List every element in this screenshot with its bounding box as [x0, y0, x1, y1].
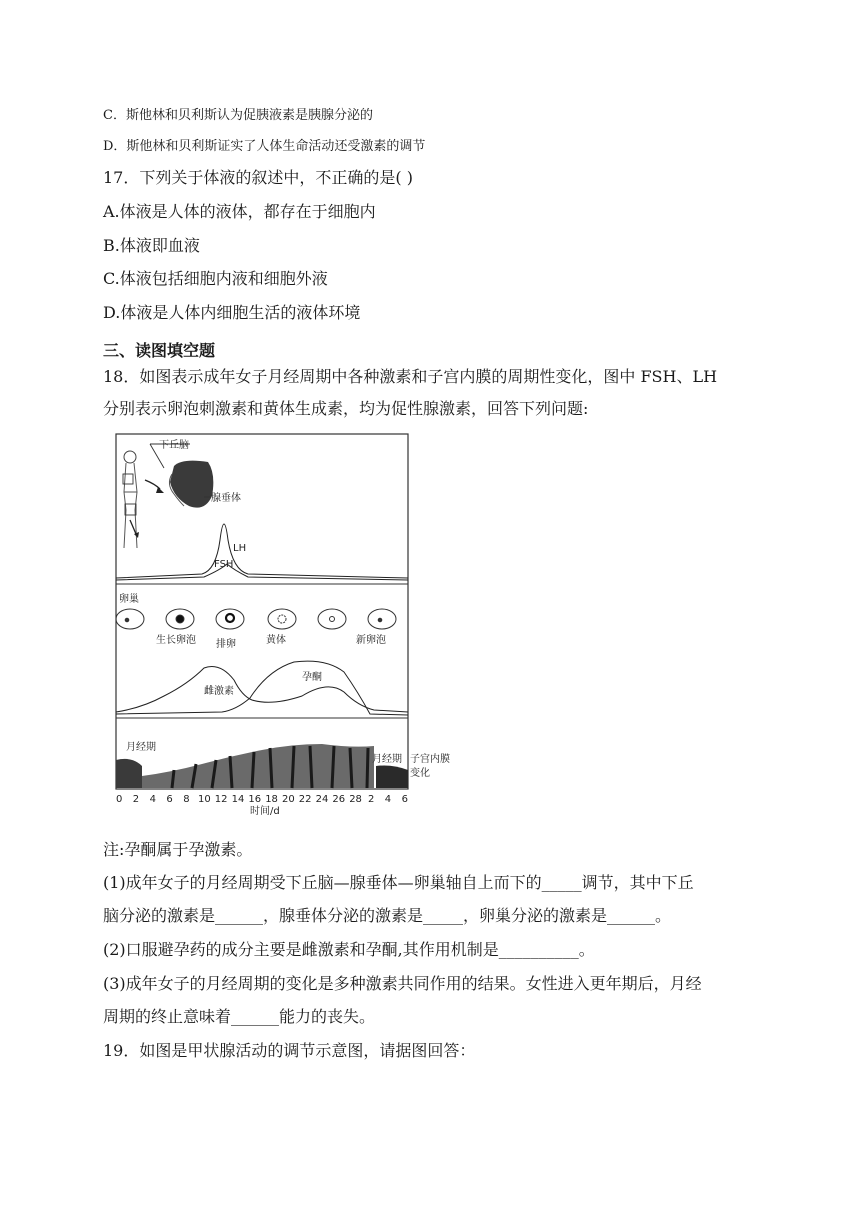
question-17-option-c: C.体液包括细胞内液和细胞外液	[103, 269, 328, 288]
time-tick-label: 16	[248, 794, 262, 805]
time-tick-label: 12	[214, 794, 228, 805]
time-tick-label: 2	[368, 794, 375, 805]
label-estrogen: 雌激素	[204, 686, 234, 697]
time-tick-label: 2	[132, 794, 140, 805]
label-menstruation-start: 月经期	[126, 742, 156, 753]
section-heading: 三、读图填空题	[103, 341, 216, 360]
figure-note: 注:孕酮属于孕激素。	[103, 840, 253, 859]
label-endometrium-1: 子宫内膜	[410, 754, 450, 765]
option-c-text: C．斯他林和贝利斯认为促胰液素是胰腺分泌的	[103, 108, 373, 123]
label-growing-follicle: 生长卵泡	[156, 635, 196, 646]
label-endometrium-2: 变化	[410, 768, 430, 779]
label-corpus-luteum: 黄体	[266, 635, 286, 646]
time-tick-label: 20	[282, 794, 295, 805]
time-tick-label: 24	[315, 794, 329, 805]
time-tick-label: 18	[265, 794, 278, 805]
label-ovulation: 排卵	[216, 639, 236, 650]
question-18-part-2: (2)口服避孕药的成分主要是雌激素和孕酮,其作用机制是__________。	[103, 940, 595, 959]
label-fsh: FSH	[214, 559, 234, 570]
question-18-part-1-line-2: 脑分泌的激素是______，腺垂体分泌的激素是_____，卵巢分泌的激素是______。	[103, 906, 672, 925]
time-tick-label: 8	[183, 794, 190, 805]
option-d-text: D．斯他林和贝利斯证实了人体生命活动还受激素的调节	[103, 139, 426, 154]
question-17-option-d: D.体液是人体内细胞生活的液体环境	[103, 303, 361, 322]
time-tick-label: 14	[231, 794, 245, 805]
time-tick-label: 0	[116, 794, 123, 805]
question-19: 19．如图是甲状腺活动的调节示意图，请据图回答：	[103, 1041, 476, 1060]
label-new-follicle: 新卵泡	[356, 635, 386, 646]
question-18-part-3-line-2: 周期的终止意味着______能力的丧失。	[103, 1007, 376, 1026]
label-progesterone: 孕酮	[302, 672, 322, 683]
label-ovary: 卵巢	[119, 594, 139, 605]
time-tick-label: 6	[166, 794, 173, 805]
figure-frame	[116, 434, 408, 789]
time-axis-ticks	[116, 794, 408, 805]
menstrual-cycle-figure	[112, 430, 462, 815]
label-time-axis: 时间/d	[250, 806, 280, 815]
time-tick-label: 22	[298, 794, 312, 805]
question-18-part-1-line-1: (1)成年女子的月经周期受下丘脑—腺垂体—卵巢轴自上而下的_____调节，其中下丘	[103, 873, 694, 892]
label-pituitary: 腺垂体	[211, 493, 241, 504]
label-menstruation-end: 月经期	[372, 754, 402, 765]
time-tick-label: 28	[349, 794, 362, 805]
question-18-line-1: 18．如图表示成年女子月经周期中各种激素和子宫内膜的周期性变化，图中 FSH、LH	[103, 367, 718, 386]
time-tick-label: 6	[401, 794, 408, 805]
label-lh: LH	[233, 543, 247, 554]
time-tick-label: 10	[198, 794, 211, 805]
question-17: 17．下列关于体液的叙述中，不正确的是( )	[103, 168, 413, 187]
question-18-line-2: 分别表示卵泡刺激素和黄体生成素，均为促性腺激素，回答下列问题:	[103, 399, 589, 418]
label-hypothalamus: 下丘脑	[159, 440, 189, 451]
question-18-part-3-line-1: (3)成年女子的月经周期的变化是多种激素共同作用的结果。女性进入更年期后，月经	[103, 974, 702, 993]
question-17-option-a: A.体液是人体的液体，都存在于细胞内	[103, 202, 376, 221]
time-tick-label: 26	[332, 794, 346, 805]
time-tick-label: 4	[149, 794, 156, 805]
question-17-option-b: B.体液即血液	[103, 236, 200, 255]
time-tick-label: 4	[384, 794, 392, 805]
